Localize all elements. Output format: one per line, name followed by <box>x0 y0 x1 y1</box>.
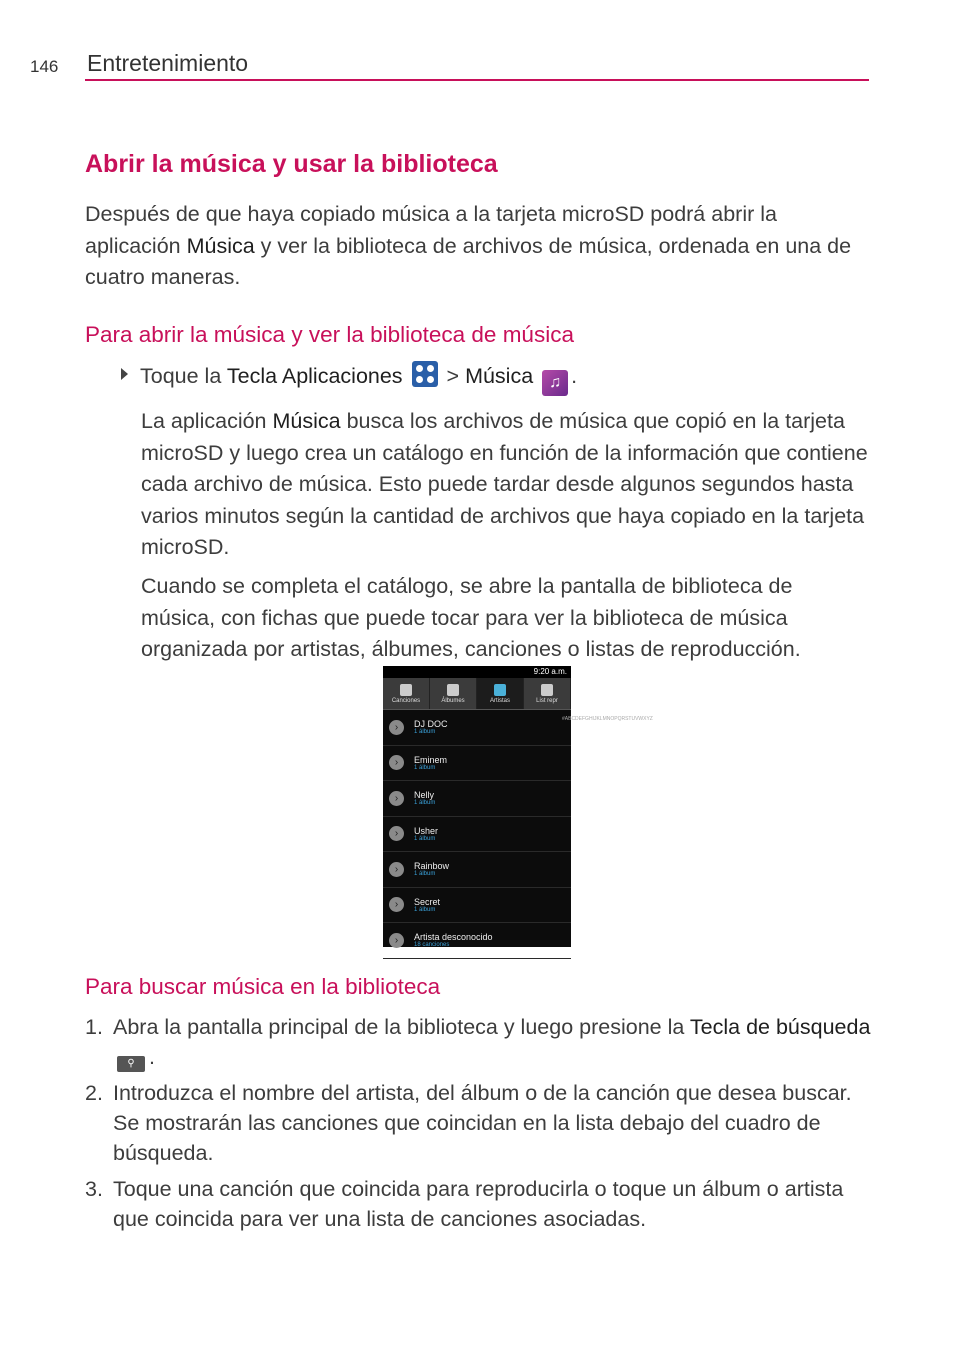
running-header: Entretenimiento <box>87 50 249 76</box>
artist-icon <box>494 684 506 696</box>
songs-icon <box>400 684 412 696</box>
search-step-3: 3. Toque una canción que coincida para reproducirla o toque un álbum o artista que coincida para ver una lista de canciones asociadas. <box>85 1177 844 1231</box>
section-title: Abrir la música y usar la biblioteca <box>85 150 498 178</box>
alphabet-index[interactable]: #ABCDEFGHIJKLMNOPQRSTUVWXYZ <box>562 716 653 722</box>
list-item[interactable]: › Artista desconocido 18 canciones <box>383 923 571 959</box>
search-key-icon: ⚲ <box>117 1056 145 1072</box>
list-item[interactable]: › Usher 1 álbum <box>383 817 571 853</box>
expand-arrow-icon: › <box>389 933 404 948</box>
artist-list <box>383 710 653 959</box>
list-item[interactable]: › Eminem 1 álbum <box>383 746 571 782</box>
page-number: 146 <box>30 57 59 76</box>
music-app-description: La aplicación Música busca los archivos de música que copió en la tarjeta microSD y luego crea un catálogo en función de la información que contiene cada archivo de música. Esto puede tardar desde algunos segundos hasta varios minutos según la cantidad de archivos que haya copiado en la tarjeta microSD. <box>141 409 868 559</box>
expand-arrow-icon: › <box>389 720 404 735</box>
playlist-icon <box>541 684 553 696</box>
expand-arrow-icon: › <box>389 755 404 770</box>
apps-grid-icon <box>412 361 438 387</box>
tab-artists[interactable]: Artistas <box>477 678 524 709</box>
expand-arrow-icon: › <box>389 826 404 841</box>
expand-arrow-icon: › <box>389 791 404 806</box>
bullet-arrow-icon <box>121 368 128 380</box>
library-description: Cuando se completa el catálogo, se abre la pantalla de biblioteca de música, con fichas que puede tocar para ver la biblioteca de música organizada por artistas, álbumes, canciones o listas de reproducción. <box>141 574 801 661</box>
tab-songs[interactable]: Canciones <box>383 678 430 709</box>
step-open-music: Toque la Tecla Aplicaciones > Música ♫ . <box>121 361 577 396</box>
search-step-1: 1. Abra la pantalla principal de la biblioteca y luego presione la Tecla de búsqueda⚲ . <box>85 1012 875 1072</box>
header-rule <box>85 79 869 81</box>
music-library-screenshot <box>383 666 653 949</box>
tab-albums[interactable]: Álbumes <box>430 678 477 709</box>
library-tabs <box>383 678 571 710</box>
list-item[interactable]: › Rainbow 1 álbum <box>383 852 571 888</box>
music-app-icon: ♫ <box>542 370 568 396</box>
subheading-open-music: Para abrir la música y ver la biblioteca de música <box>85 322 574 347</box>
list-item[interactable]: › Secret 1 álbum <box>383 888 571 924</box>
tab-playlists[interactable]: List repr <box>524 678 571 709</box>
album-icon <box>447 684 459 696</box>
list-item[interactable]: › DJ DOC 1 álbum <box>383 710 571 746</box>
intro-paragraph: Después de que haya copiado música a la tarjeta microSD podrá abrir la aplicación Música y ver la biblioteca de archivos de música, ordenada en una de cuatro maneras. <box>85 202 852 289</box>
expand-arrow-icon: › <box>389 862 404 877</box>
status-bar: 9:20 a.m. <box>383 666 571 678</box>
search-step-2: 2. Introduzca el nombre del artista, del álbum o de la canción que desea buscar. Se mostrarán las canciones que coincidan en la lista debajo del cuadro de búsqueda. <box>85 1081 852 1165</box>
list-item[interactable]: › Nelly 1 álbum <box>383 781 571 817</box>
expand-arrow-icon: › <box>389 897 404 912</box>
subheading-search-music: Para buscar música en la biblioteca <box>85 974 441 999</box>
